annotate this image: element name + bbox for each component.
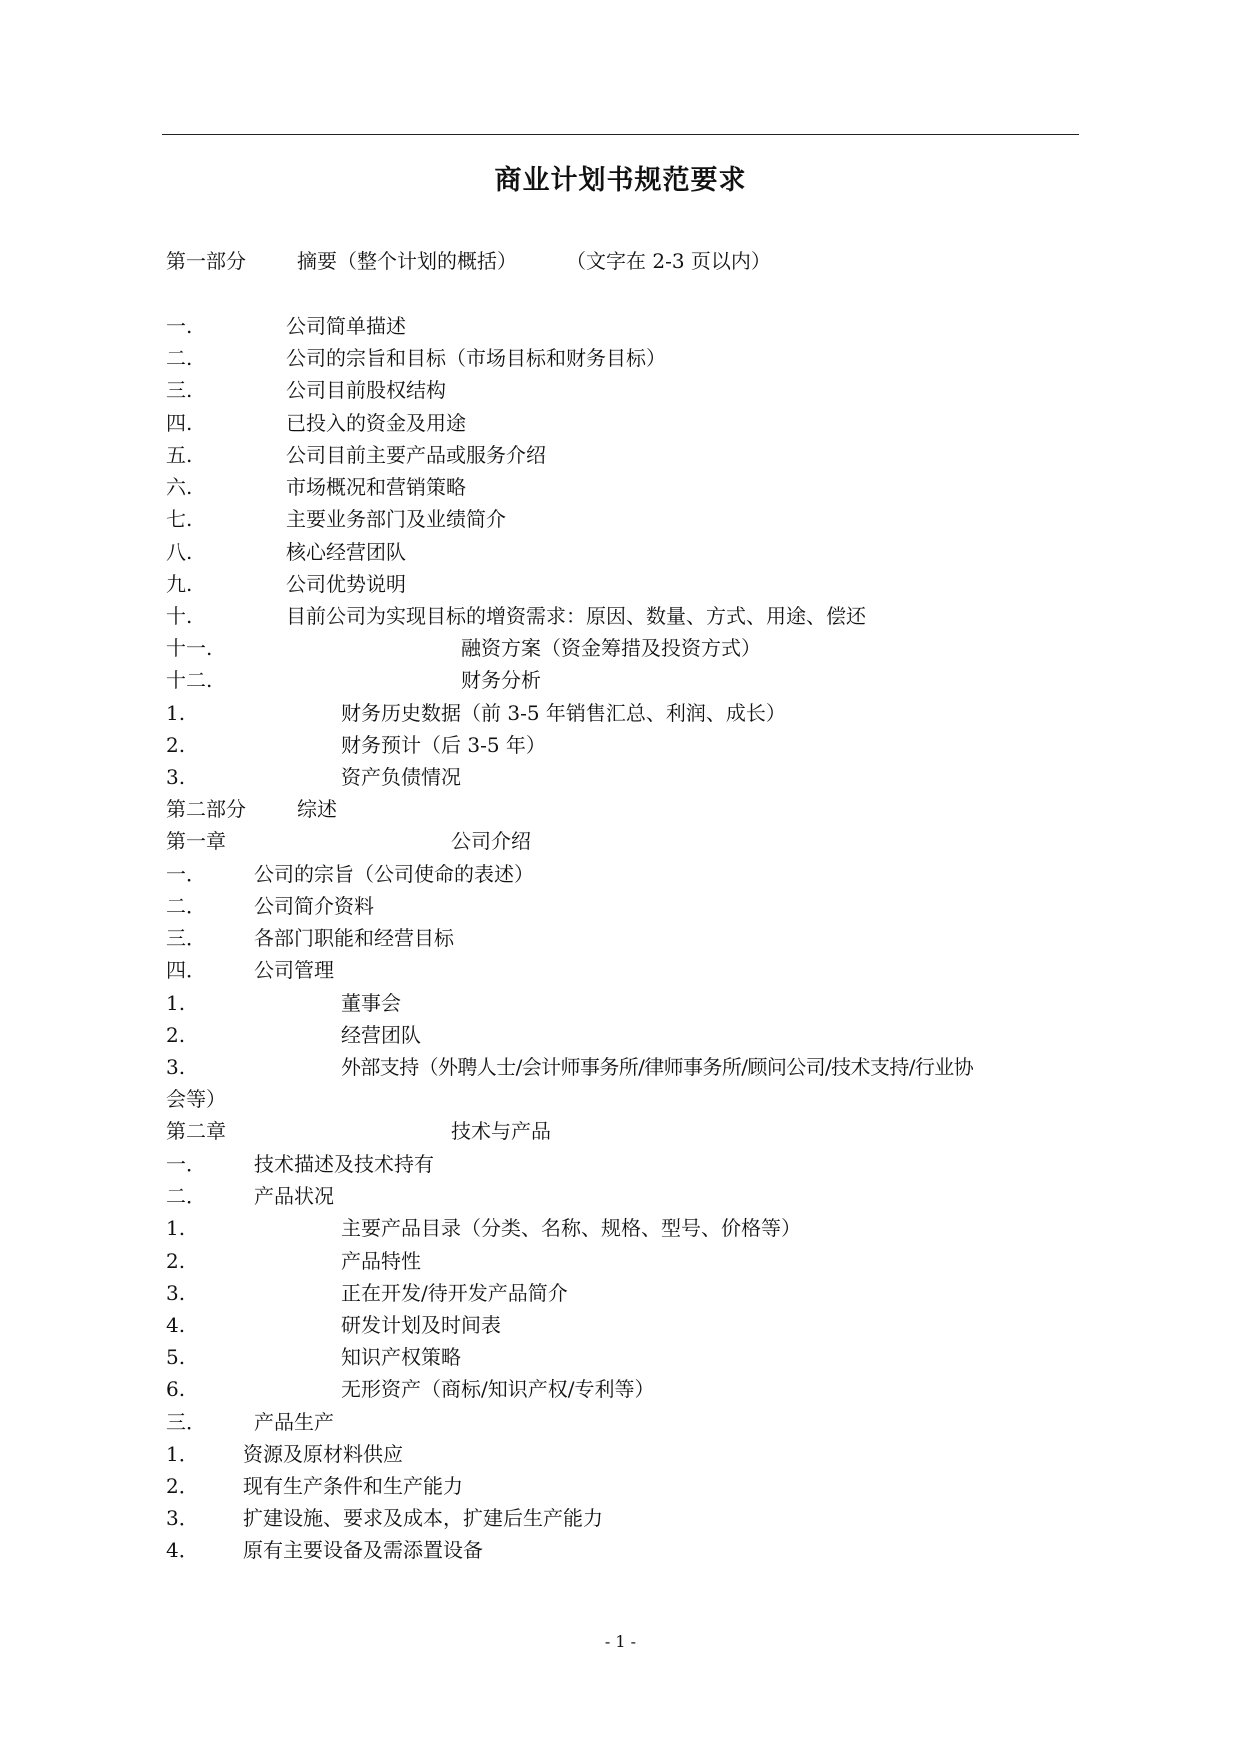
- line-text: 技术描述及技术持有: [254, 1152, 434, 1176]
- line-text: 知识产权策略: [341, 1345, 461, 1369]
- line-number: 第一章: [166, 829, 226, 853]
- line-number: 1.: [166, 701, 186, 725]
- line-number: 六.: [166, 475, 193, 499]
- line-number: 1.: [166, 991, 186, 1015]
- line-number: 2.: [166, 1023, 186, 1047]
- line-text: 资产负债情况: [341, 765, 461, 789]
- document-title: 商业计划书规范要求: [494, 165, 747, 196]
- line-number: 三．: [166, 1410, 206, 1434]
- line-text: 公司介绍: [451, 829, 531, 853]
- line-text: 目前公司为实现目标的增资需求：原因、数量、方式、用途、偿还: [286, 604, 866, 628]
- line-number: 十一.: [166, 636, 213, 660]
- line-text: 会等）: [166, 1087, 226, 1111]
- line-text: 原有主要设备及需添置设备: [243, 1538, 483, 1562]
- line-text: 扩建设施、要求及成本，扩建后生产能力: [243, 1506, 603, 1530]
- line-number: 3.: [166, 1055, 186, 1079]
- line-text: 产品特性: [341, 1249, 421, 1273]
- line-text: 正在开发/待开发产品简介: [341, 1281, 568, 1305]
- line-number: 一．: [166, 1152, 206, 1176]
- line-number: 二．: [166, 1184, 206, 1208]
- line-number: 1.: [166, 1216, 186, 1240]
- line-number: 6.: [166, 1377, 186, 1401]
- line-number: 三．: [166, 926, 206, 950]
- line-text: 融资方案（资金筹措及投资方式）: [461, 636, 761, 660]
- line-text: 财务分析: [461, 668, 541, 692]
- line-number: 四.: [166, 411, 193, 435]
- line-text: 公司管理: [254, 958, 334, 982]
- line-text: 各部门职能和经营目标: [254, 926, 454, 950]
- line-text: 无形资产（商标/知识产权/专利等）: [341, 1377, 655, 1401]
- line-number: 二．: [166, 894, 206, 918]
- line-number: 二.: [166, 346, 193, 370]
- line-number: 4.: [166, 1313, 186, 1337]
- line-text: 现有生产条件和生产能力: [243, 1474, 463, 1498]
- line-number: 第二部分: [166, 797, 246, 821]
- line-text: 财务预计（后 3-5 年）: [341, 733, 546, 757]
- line-text: 技术与产品: [451, 1119, 551, 1143]
- line-text: 公司简介资料: [254, 894, 374, 918]
- line-number: 一.: [166, 314, 193, 338]
- header-rule: [162, 134, 1079, 135]
- line-text: 资源及原材料供应: [243, 1442, 403, 1466]
- line-text: 公司简单描述: [286, 314, 406, 338]
- line-text: 财务历史数据（前 3-5 年销售汇总、利润、成长）: [341, 701, 786, 725]
- line-text: 外部支持（外聘人士/会计师事务所/律师事务所/顾问公司/技术支持/行业协: [341, 1055, 974, 1079]
- line-number: 3．: [166, 1506, 199, 1530]
- line-number: 2.: [166, 733, 186, 757]
- line-text: 董事会: [341, 991, 401, 1015]
- line-number: 三.: [166, 378, 193, 402]
- line-number: 第一部分: [166, 249, 246, 273]
- line-number: 3.: [166, 1281, 186, 1305]
- page-number: - 1 -: [604, 1632, 637, 1651]
- line-text: 公司的宗旨（公司使命的表述）: [254, 862, 534, 886]
- line-number: 七.: [166, 507, 193, 531]
- line-number: 四．: [166, 958, 206, 982]
- line-text: 主要业务部门及业绩简介: [286, 507, 506, 531]
- line-number: 十.: [166, 604, 193, 628]
- line-note: （文字在 2-3 页以内）: [566, 249, 771, 273]
- line-text: 公司的宗旨和目标（市场目标和财务目标）: [286, 346, 666, 370]
- line-text: 公司目前股权结构: [286, 378, 446, 402]
- line-text: 市场概况和营销策略: [286, 475, 466, 499]
- line-text: 产品状况: [254, 1184, 334, 1208]
- line-text: 摘要（整个计划的概括）: [297, 249, 517, 273]
- line-text: 核心经营团队: [286, 540, 406, 564]
- line-number: 3.: [166, 765, 186, 789]
- line-text: 主要产品目录（分类、名称、规格、型号、价格等）: [341, 1216, 801, 1240]
- line-number: 十二.: [166, 668, 213, 692]
- line-text: 公司目前主要产品或服务介绍: [286, 443, 546, 467]
- line-text: 研发计划及时间表: [341, 1313, 501, 1337]
- line-number: 一．: [166, 862, 206, 886]
- line-text: 已投入的资金及用途: [286, 411, 466, 435]
- line-text: 产品生产: [254, 1410, 334, 1434]
- line-text: 经营团队: [341, 1023, 421, 1047]
- line-number: 5.: [166, 1345, 186, 1369]
- line-number: 八.: [166, 540, 193, 564]
- line-text: 公司优势说明: [286, 572, 406, 596]
- line-text: 综述: [297, 797, 337, 821]
- line-number: 第二章: [166, 1119, 226, 1143]
- line-number: 2.: [166, 1249, 186, 1273]
- line-number: 五.: [166, 443, 193, 467]
- line-number: 1．: [166, 1442, 199, 1466]
- line-number: 4．: [166, 1538, 199, 1562]
- line-number: 2．: [166, 1474, 199, 1498]
- line-number: 九.: [166, 572, 193, 596]
